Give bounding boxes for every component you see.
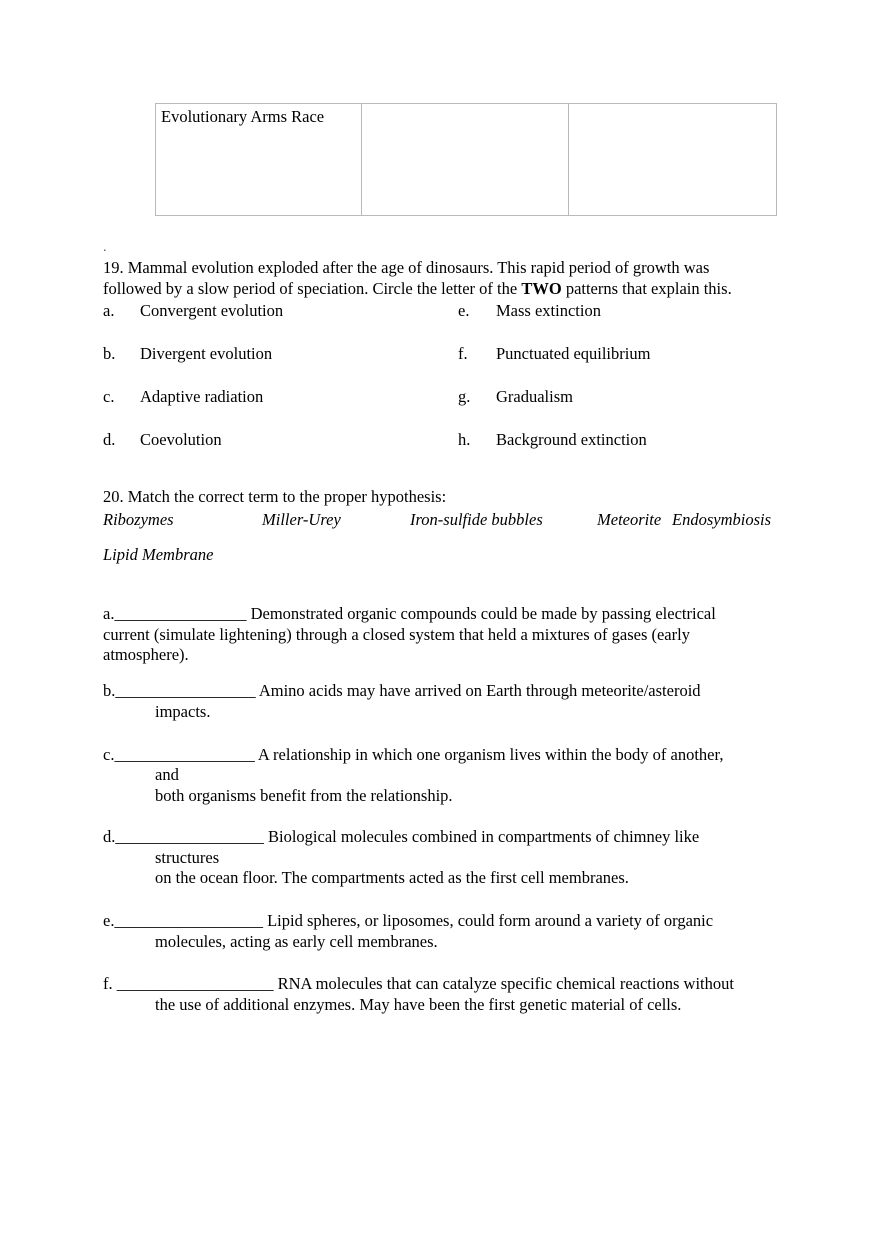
term-ribozymes: Ribozymes <box>103 509 174 529</box>
match-item-c-line-1 <box>103 745 723 766</box>
match-item-b-text: Amino acids may have arrived on Earth through meteorite/asteroid <box>255 681 701 700</box>
option-label-coevolution: Coevolution <box>140 430 222 449</box>
option-letter-b: b. <box>103 344 116 363</box>
option-letter-d: d. <box>103 430 116 449</box>
table-cell-text: Evolutionary Arms Race <box>161 107 325 126</box>
match-item-e-letter: e. <box>103 911 115 930</box>
match-item-c-line-3: both organisms benefit from the relationship. <box>155 785 453 805</box>
match-item-d-text: Biological molecules combined in compartments of chimney like <box>263 827 700 846</box>
match-item-f-text: RNA molecules that can catalyze specific chemical reactions without <box>273 974 734 993</box>
match-item-f-letter: f. <box>103 974 113 993</box>
match-item-a-letter: a. <box>103 604 115 623</box>
term-lipid-membrane: Lipid Membrane <box>103 544 214 564</box>
option-letter-c: c. <box>103 387 115 406</box>
match-item-a-line-3: atmosphere). <box>103 645 189 665</box>
match-item-c-letter: c. <box>103 744 115 764</box>
match-item-f-line-2: the use of additional enzymes. May have been the first genetic material of cells. <box>155 994 682 1014</box>
option-letter-g: g. <box>458 387 471 406</box>
option-label-adaptive-radiation: Adaptive radiation <box>140 387 264 406</box>
match-item-d-line-3: on the ocean floor. The compartments acted as the first cell membranes. <box>155 868 629 888</box>
match-item-e-line-2: molecules, acting as early cell membranes. <box>155 931 438 951</box>
match-item-c-blank: _________________ <box>114 744 255 764</box>
arms-race-table <box>155 103 777 216</box>
question-19-two-emphasis: TWO <box>521 278 562 298</box>
option-label-convergent-evolution: Convergent evolution <box>140 301 284 320</box>
term-miller-urey: Miller-Urey <box>262 509 341 529</box>
table-cell-empty-2 <box>569 104 776 215</box>
question-19-line-2 <box>103 279 732 300</box>
option-letter-f: f. <box>458 344 468 363</box>
match-item-c-line-2: and <box>155 765 179 785</box>
option-label-punctuated-equilibrium: Punctuated equilibrium <box>496 344 651 363</box>
match-item-a-line-1 <box>103 604 716 625</box>
stray-period-mark: . <box>103 240 107 255</box>
match-item-c-text: A relationship in which one organism lives within the body of another, <box>254 744 724 764</box>
match-item-e-line-1 <box>103 911 713 932</box>
match-item-f-line-1 <box>103 974 734 995</box>
match-item-f-blank: ___________________ <box>112 974 274 993</box>
match-item-b-blank: _________________ <box>115 681 256 700</box>
option-letter-h: h. <box>458 430 471 449</box>
term-meteorite: Meteorite <box>597 509 662 529</box>
option-letter-a: a. <box>103 301 115 320</box>
match-item-b-line-1 <box>103 681 701 702</box>
match-item-a-line-2: current (simulate lightening) through a closed system that held a mixtures of gases (early <box>103 624 690 644</box>
match-item-d-letter: d. <box>103 827 116 846</box>
match-item-a-text: Demonstrated organic compounds could be made by passing electrical <box>246 604 716 623</box>
match-item-e-blank: __________________ <box>114 911 263 930</box>
match-item-e-text: Lipid spheres, or liposomes, could form around a variety of organic <box>262 911 714 930</box>
question-19-line-1: 19. Mammal evolution exploded after the age of dinosaurs. This rapid period of growth was <box>103 258 710 277</box>
term-iron-sulfide-bubbles: Iron-sulfide bubbles <box>410 509 543 529</box>
option-label-mass-extinction: Mass extinction <box>496 301 601 320</box>
option-label-background-extinction: Background extinction <box>496 430 647 449</box>
option-label-gradualism: Gradualism <box>496 387 573 406</box>
match-item-a-blank: ________________ <box>114 604 247 623</box>
option-label-divergent-evolution: Divergent evolution <box>140 344 273 363</box>
match-item-d-blank: __________________ <box>115 827 264 846</box>
question-20-heading: 20. Match the correct term to the proper hypothesis: <box>103 486 447 506</box>
option-letter-e: e. <box>458 301 470 320</box>
match-item-d-line-1 <box>103 827 699 848</box>
question-19-line-2-post: patterns that explain this. <box>561 278 732 298</box>
table-cell-empty-1 <box>362 104 569 215</box>
question-19-line-2-pre: followed by a slow period of speciation. Circle the letter of the <box>103 278 522 298</box>
table-cell-evolutionary-arms-race <box>156 104 362 215</box>
match-item-b-letter: b. <box>103 681 116 700</box>
match-item-b-line-2: impacts. <box>155 701 211 721</box>
term-endosymbiosis: Endosymbiosis <box>672 509 771 529</box>
match-item-d-line-2: structures <box>155 847 220 867</box>
